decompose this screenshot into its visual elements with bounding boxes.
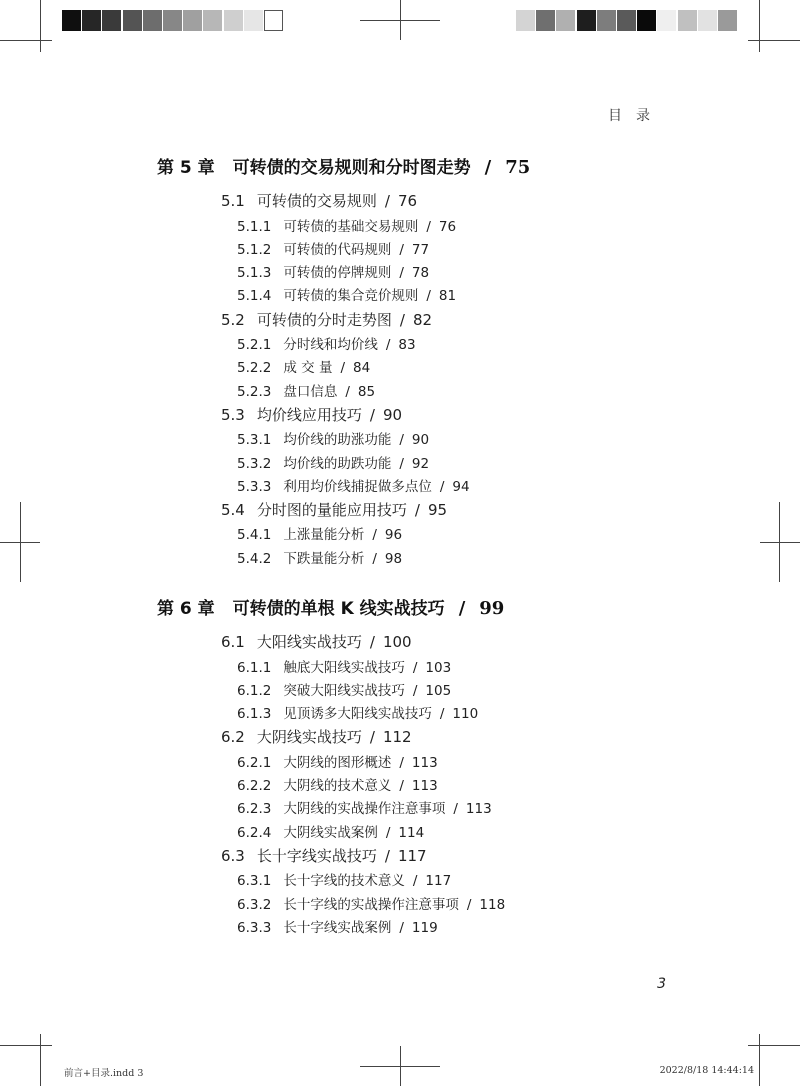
chapter-heading[interactable]: [157, 153, 530, 178]
subsection-number: 6.2.1: [237, 754, 272, 771]
crop-mark: [0, 1045, 52, 1046]
subsection-number: 5.1.1: [237, 218, 272, 235]
toc-subsection[interactable]: [237, 380, 375, 400]
subsection-number: 5.3.1: [237, 432, 272, 449]
subsection-title: 下跌量能分析: [283, 550, 365, 567]
page-separator: /: [384, 846, 390, 865]
subsection-title: 大阴线的技术意义: [283, 778, 392, 794]
page-separator: /: [369, 728, 375, 747]
subsection-page: 117: [425, 873, 452, 890]
page-separator: /: [399, 432, 404, 449]
subsection-page: 92: [411, 455, 430, 472]
slug-timestamp: 2022/8/18 14:44:14: [659, 1065, 754, 1076]
chapter-separator: /: [484, 157, 492, 178]
subsection-number: 5.3.3: [237, 478, 272, 495]
toc-subsection[interactable]: [237, 774, 438, 794]
crop-mark: [360, 20, 440, 21]
subsection-number: 5.3.2: [237, 455, 272, 472]
toc-section[interactable]: [221, 190, 417, 211]
subsection-page: 94: [452, 478, 470, 495]
color-swatch: [516, 10, 535, 31]
color-swatch: [597, 10, 616, 31]
subsection-page: 90: [411, 432, 430, 449]
toc-subsection[interactable]: [237, 238, 429, 258]
subsection-page: 119: [411, 919, 438, 936]
page-separator: /: [345, 383, 350, 400]
color-swatch: [718, 10, 737, 31]
subsection-title: 可转债的集合竞价规则: [283, 288, 419, 305]
color-swatch: [183, 10, 202, 31]
subsection-page: 77: [411, 241, 430, 258]
toc-section[interactable]: [221, 726, 412, 747]
section-title: 大阴线实战技巧: [256, 728, 362, 747]
section-title: 可转债的分时走势图: [256, 310, 392, 329]
section-number: 5.3: [221, 405, 245, 424]
subsection-page: 81: [438, 288, 457, 305]
slug-filename: 前言+目录.indd 3: [64, 1068, 144, 1079]
toc-section[interactable]: [221, 845, 427, 866]
subsection-page: 96: [384, 527, 403, 544]
subsection-number: 6.3.1: [237, 873, 272, 890]
chapter-label: 第 6 章: [157, 599, 215, 619]
crop-mark: [748, 40, 800, 41]
subsection-title: 可转债的基础交易规则: [283, 218, 419, 235]
subsection-page: 113: [465, 801, 492, 818]
color-swatch: [577, 10, 596, 31]
subsection-number: 5.2.2: [237, 360, 272, 377]
subsection-page: 84: [353, 360, 371, 377]
toc-subsection[interactable]: [237, 797, 492, 817]
crop-mark: [759, 0, 760, 52]
subsection-number: 6.1.3: [237, 706, 272, 723]
page-separator: /: [399, 455, 404, 472]
subsection-title: 上涨量能分析: [283, 527, 365, 544]
toc-subsection[interactable]: [237, 893, 505, 913]
toc-subsection[interactable]: [237, 523, 402, 543]
color-swatch: [123, 10, 142, 31]
subsection-page: 110: [452, 706, 479, 723]
subsection-title: 盘口信息: [283, 383, 338, 400]
page-separator: /: [439, 706, 445, 723]
page-separator: /: [369, 633, 375, 651]
page-separator: /: [399, 778, 404, 794]
page-separator: /: [426, 288, 431, 305]
page-separator: /: [414, 500, 420, 519]
section-page: 112: [382, 728, 412, 747]
subsection-page: 85: [357, 383, 376, 400]
subsection-title: 大阴线的图形概述: [283, 754, 392, 771]
page-separator: /: [412, 659, 418, 676]
crop-mark: [40, 1034, 41, 1086]
crop-mark: [760, 542, 800, 543]
color-swatch: [637, 10, 656, 31]
page-separator: /: [466, 896, 472, 913]
color-swatch: [556, 10, 575, 31]
subsection-page: 83: [398, 337, 416, 353]
subsection-title: 利用均价线捕捉做多点位: [283, 478, 432, 495]
section-page: 100: [382, 633, 412, 651]
toc-subsection[interactable]: [237, 428, 429, 448]
subsection-page: 103: [425, 659, 452, 676]
page-separator: /: [453, 801, 458, 818]
page-separator: /: [385, 824, 391, 841]
toc-subsection[interactable]: [237, 333, 416, 353]
chapter-page: 75: [505, 157, 531, 178]
page-separator: /: [372, 527, 377, 544]
subsection-title: 均价线的助涨功能: [283, 432, 392, 449]
color-swatch: [617, 10, 636, 31]
subsection-number: 6.3.3: [237, 919, 272, 936]
subsection-page: 78: [411, 265, 430, 282]
toc-subsection[interactable]: [237, 452, 429, 472]
color-swatch: [264, 10, 283, 31]
subsection-title: 长十字线实战案例: [283, 919, 392, 936]
toc-subsection[interactable]: [237, 751, 438, 771]
section-number: 5.1: [221, 192, 245, 210]
subsection-title: 触底大阳线实战技巧: [283, 659, 405, 676]
subsection-page: 118: [479, 896, 506, 913]
crop-mark: [0, 40, 52, 41]
section-number: 6.3: [221, 846, 245, 865]
toc-section[interactable]: [221, 499, 447, 520]
crop-mark: [360, 1066, 440, 1067]
section-number: 6.2: [221, 728, 245, 747]
subsection-title: 分时线和均价线: [283, 337, 378, 353]
crop-mark: [0, 542, 40, 543]
subsection-page: 76: [438, 218, 457, 235]
color-swatch: [163, 10, 182, 31]
page-separator: /: [340, 360, 346, 377]
chapter-title: 可转债的交易规则和分时图走势: [232, 158, 471, 178]
subsection-title: 突破大阳线实战技巧: [283, 682, 405, 699]
chapter-page: 99: [479, 598, 505, 619]
chapter-separator: /: [458, 598, 466, 619]
section-number: 6.1: [221, 633, 245, 651]
color-swatch: [143, 10, 162, 31]
toc-subsection[interactable]: [237, 702, 478, 722]
color-swatch: [536, 10, 555, 31]
page-separator: /: [399, 310, 405, 329]
color-swatch: [82, 10, 101, 31]
toc-subsection[interactable]: [237, 475, 470, 495]
crop-mark: [748, 1045, 800, 1046]
subsection-title: 长十字线的实战操作注意事项: [283, 896, 459, 913]
color-swatch: [203, 10, 222, 31]
subsection-number: 5.1.2: [237, 241, 272, 258]
color-swatch: [678, 10, 697, 31]
chapter-label: 第 5 章: [157, 158, 215, 178]
subsection-title: 大阴线实战案例: [283, 824, 378, 841]
toc-subsection[interactable]: [237, 679, 451, 699]
toc-subsection[interactable]: [237, 821, 424, 841]
section-page: 95: [427, 500, 448, 519]
toc-subsection[interactable]: [237, 869, 451, 889]
subsection-number: 6.1.2: [237, 682, 272, 699]
page-separator: /: [369, 405, 375, 424]
chapter-heading[interactable]: [157, 594, 504, 619]
subsection-page: 98: [384, 550, 403, 567]
section-page: 76: [397, 192, 418, 210]
subsection-page: 105: [425, 682, 452, 699]
page-separator: /: [385, 337, 391, 353]
subsection-page: 113: [411, 778, 438, 794]
subsection-number: 5.4.2: [237, 550, 272, 567]
color-swatch: [224, 10, 243, 31]
section-title: 可转债的交易规则: [256, 192, 377, 210]
subsection-title: 可转债的停牌规则: [283, 265, 392, 282]
subsection-number: 5.1.3: [237, 265, 272, 282]
subsection-page: 113: [411, 754, 438, 771]
section-title: 长十字线实战技巧: [256, 846, 377, 865]
page-number: 3: [657, 976, 666, 992]
section-page: 117: [397, 846, 427, 865]
chapter-title: 可转债的单根 K 线实战技巧: [232, 599, 445, 619]
page-separator: /: [439, 478, 445, 495]
crop-mark: [759, 1034, 760, 1086]
color-swatch: [657, 10, 676, 31]
page-separator: /: [412, 873, 418, 890]
toc-section[interactable]: [221, 404, 402, 425]
subsection-number: 5.2.1: [237, 337, 272, 353]
page-separator: /: [426, 218, 431, 235]
page-separator: /: [399, 919, 404, 936]
subsection-number: 5.1.4: [237, 288, 272, 305]
color-swatch: [102, 10, 121, 31]
toc-section[interactable]: [221, 309, 432, 330]
toc-section[interactable]: [221, 631, 412, 652]
toc-subsection[interactable]: [237, 261, 429, 281]
section-page: 90: [382, 405, 403, 424]
page-separator: /: [399, 754, 404, 771]
subsection-title: 大阴线的实战操作注意事项: [283, 801, 446, 818]
subsection-number: 5.2.3: [237, 383, 272, 400]
toc-subsection[interactable]: [237, 356, 370, 376]
page-separator: /: [399, 265, 404, 282]
subsection-number: 6.2.4: [237, 824, 272, 841]
toc-subsection[interactable]: [237, 916, 438, 936]
subsection-page: 114: [398, 824, 425, 841]
page-separator: /: [384, 192, 390, 210]
toc-subsection[interactable]: [237, 215, 456, 235]
toc-subsection[interactable]: [237, 656, 451, 676]
page-separator: /: [412, 682, 418, 699]
toc-subsection[interactable]: [237, 547, 402, 567]
subsection-title: 见顶诱多大阳线实战技巧: [283, 706, 432, 723]
subsection-number: 5.4.1: [237, 527, 272, 544]
subsection-title: 均价线的助跌功能: [283, 455, 392, 472]
subsection-number: 6.2.2: [237, 778, 272, 794]
section-page: 82: [412, 310, 433, 329]
section-number: 5.2: [221, 310, 245, 329]
section-title: 大阳线实战技巧: [256, 633, 362, 651]
color-swatch: [62, 10, 81, 31]
crop-mark: [40, 0, 41, 52]
page-separator: /: [372, 550, 377, 567]
running-head: 目录: [608, 108, 664, 124]
subsection-title: 可转债的代码规则: [283, 241, 392, 258]
section-title: 分时图的量能应用技巧: [256, 500, 407, 519]
section-title: 均价线应用技巧: [256, 405, 362, 424]
subsection-title: 长十字线的技术意义: [283, 873, 405, 890]
subsection-number: 6.1.1: [237, 659, 272, 676]
section-number: 5.4: [221, 500, 245, 519]
color-swatch: [244, 10, 263, 31]
color-swatch: [698, 10, 717, 31]
toc-subsection[interactable]: [237, 284, 456, 304]
subsection-number: 6.2.3: [237, 801, 272, 818]
subsection-number: 6.3.2: [237, 896, 272, 913]
page-separator: /: [399, 241, 404, 258]
subsection-title: 成 交 量: [283, 360, 333, 377]
